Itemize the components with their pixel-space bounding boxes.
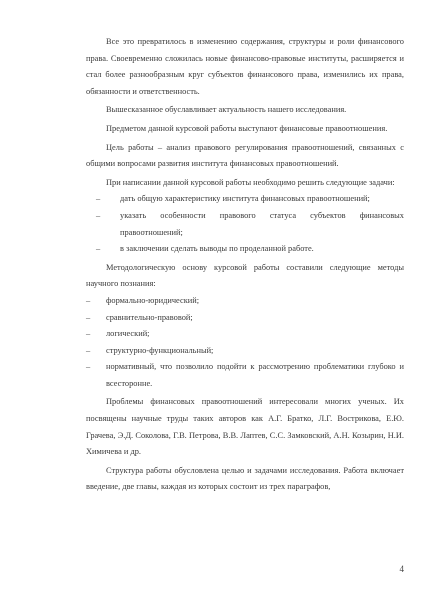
- list-item: [86, 343, 404, 360]
- dash-marker: –: [86, 312, 91, 322]
- paragraph: Структура работы обусловлена целью и задачами исследования. Работа включает введение, две главы, каждая из которых состоит из трех параграфов,: [86, 465, 404, 492]
- page-number: 4: [399, 564, 404, 574]
- list-item: [86, 293, 404, 310]
- paragraph: Предметом данной курсовой работы выступают финансовые правоотношения.: [106, 123, 388, 133]
- dash-marker: –: [86, 345, 91, 355]
- paragraph: Вышесказанное обуславливает актуальность нашего исследования.: [106, 105, 347, 115]
- list-item: [86, 241, 404, 258]
- list-item-text: логический;: [106, 329, 150, 339]
- list-item: [86, 310, 404, 327]
- paragraph: При написании данной курсовой работы необходимо решить следующие задачи:: [106, 177, 395, 187]
- list-item-text: в заключении сделать выводы по проделанной работе.: [120, 244, 314, 254]
- page-body: [86, 34, 404, 496]
- paragraph: Методологическую основу курсовой работы составили следующие методы научного познания:: [86, 262, 404, 289]
- list-item: [86, 191, 404, 208]
- list-item: [86, 326, 404, 343]
- list-item-text: структурно-функциональный;: [106, 345, 214, 355]
- dash-marker: –: [96, 194, 101, 204]
- list-item: [86, 208, 404, 241]
- dash-marker: –: [86, 362, 91, 372]
- list-item-text: формально-юридический;: [106, 295, 200, 305]
- dash-marker: –: [96, 244, 101, 254]
- list-item-text: нормативный, что позволило подойти к рассмотрению проблематики глубоко и всесторонне.: [106, 362, 404, 388]
- paragraph: Все это превратилось в изменению содержания, структуры и роли финансового права. Своевременно сложилась новые финансово-правовые институты, расширяется и стал более разнообразным круг субъектов финансового права, изменились их права, обязанности и ответственность.: [86, 37, 404, 96]
- dash-marker: –: [86, 295, 91, 305]
- list-item-text: дать общую характеристику института финансовых правоотношений;: [120, 194, 370, 204]
- task-list: [86, 191, 404, 257]
- dash-marker: –: [86, 329, 91, 339]
- paragraph: Проблемы финансовых правоотношений интересовали многих ученых. Их посвящены научные труды таких авторов как А.Г. Братко, Л.Г. Вострикова, Е.Ю. Грачева, Э.Д. Соколова, Г.В. Петрова, В.В. Лаптев, С.С. Замковский, А.Н. Козырин, Н.И. Химичева и др.: [86, 397, 404, 457]
- methods-list: [86, 293, 404, 393]
- list-item-text: сравнительно-правовой;: [106, 312, 193, 322]
- list-item: [86, 359, 404, 392]
- dash-marker: –: [96, 210, 101, 220]
- list-item-text: указать особенности правового статуса субъектов финансовых правоотношений;: [120, 210, 404, 237]
- paragraph: Цель работы – анализ правового регулирования правоотношений, связанных с общими вопросами развития института финансовых правоотношений.: [86, 142, 404, 169]
